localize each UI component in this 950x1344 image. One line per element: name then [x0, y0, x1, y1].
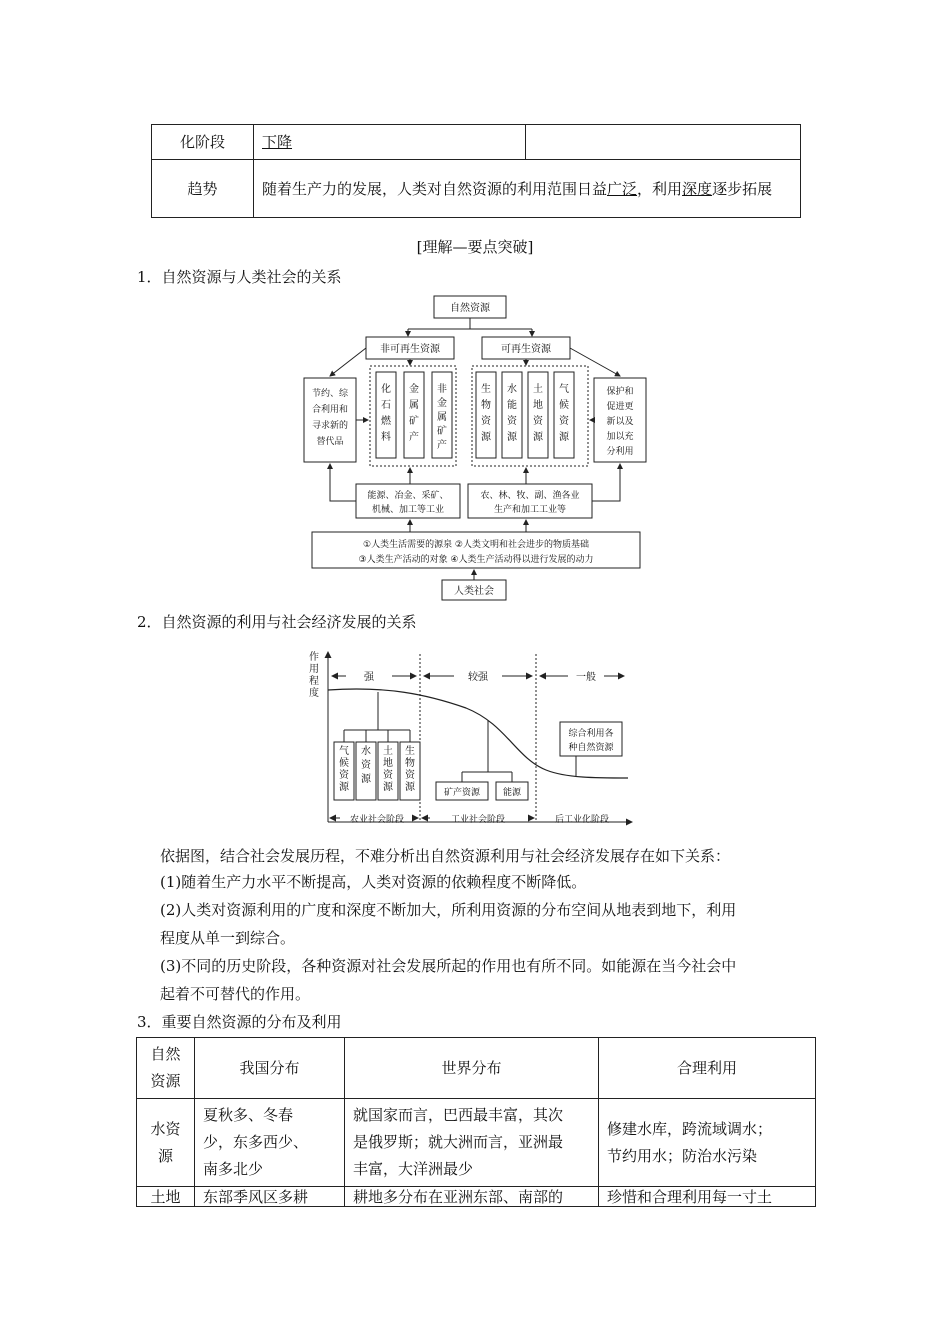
left-box-text: 节约、综合利用和寻求新的替代品 [311, 389, 349, 447]
nonrenew-item-1: 化石燃料 [381, 384, 391, 443]
heading-3: 3．重要自然资源的分布及利用 [137, 1013, 342, 1031]
function-line1: ①人类生活需要的源泉 ②人类文明和社会进步的物质基础 [363, 540, 589, 550]
para-2b: 程度从单一到综合。 [160, 929, 296, 947]
land-world: 耕地多分布在亚洲东部、南部的 [345, 1187, 599, 1207]
table-header-row [137, 1038, 816, 1099]
ag-item-2: 水资源 [361, 746, 371, 785]
header-world: 世界分布 [345, 1038, 599, 1099]
land-label: 土地 [137, 1187, 195, 1207]
nonrenew-label: 非可再生资源 [380, 344, 440, 355]
industry-left-line2: 机械、加工等工业 [371, 505, 445, 515]
energy-label: 能源 [502, 788, 522, 798]
ag-item-4: 生物资源 [405, 746, 415, 793]
top-label: 自然资源 [450, 303, 490, 314]
industry-left-line1: 能源、冶金、采矿、 [367, 491, 449, 501]
table-row [137, 1099, 816, 1187]
phase-bottom-2: 工业社会阶段 [450, 815, 506, 825]
header-china: 我国分布 [195, 1038, 345, 1099]
post-box-line1: 综合利用各 [568, 729, 614, 739]
phase-bottom-3: 后工业化阶段 [554, 815, 610, 825]
ylabel-4: 度 [309, 688, 319, 699]
resource-development-chart [306, 646, 636, 836]
renew-item-2: 水能资源 [507, 384, 517, 443]
right-box-text: 保护和促进更新以及加以充分利用 [606, 387, 634, 457]
para-3b: 起着不可替代的作用。 [160, 985, 311, 1003]
table-row [137, 1187, 816, 1207]
resource-table [136, 1037, 816, 1207]
heading-1: 1．自然资源与人类社会的关系 [137, 268, 342, 286]
water-label: 水资 源 [137, 1099, 195, 1187]
ag-item-3: 土地资源 [383, 746, 393, 793]
ag-item-1: 气候资源 [339, 746, 349, 793]
trend-text: 随着生产力的发展，人类对自然资源的利用范围日益广泛，利用深度逐步拓展 [254, 160, 801, 218]
land-china: 东部季风区多耕 [195, 1187, 345, 1207]
stage-value: 下降 [262, 133, 293, 151]
industry-right-line2: 生产和加工工业等 [493, 505, 567, 515]
top-table [151, 124, 801, 218]
nonrenew-item-2: 金属矿产 [409, 384, 419, 443]
post-box-line2: 种自然资源 [568, 743, 614, 753]
para-intro: 依据图，结合社会发展历程，不难分析出自然资源利用与社会经济发展存在如下关系： [160, 847, 731, 865]
ylabel-1: 作 [309, 652, 319, 663]
water-world: 就国家而言，巴西最丰富，其次 是俄罗斯；就大洲而言，亚洲最 丰富，大洋洲最少 [345, 1099, 599, 1187]
header-resource: 自然 资源 [137, 1038, 195, 1099]
renew-item-4: 气候资源 [559, 384, 569, 443]
header-use: 合理利用 [599, 1038, 816, 1099]
section-title: [理解—要点突破] [416, 238, 534, 256]
ylabel-3: 程 [309, 676, 319, 687]
para-2a: (2)人类对资源利用的广度和深度不断加大，所利用资源的分布空间从地表到地下，利用 [160, 901, 737, 919]
mineral-label: 矿产资源 [443, 788, 481, 798]
nonrenew-item-3: 非金属矿产 [437, 384, 447, 451]
renew-label: 可再生资源 [501, 344, 551, 355]
para-1: (1)随着生产力水平不断提高，人类对资源的依赖程度不断降低。 [160, 873, 587, 891]
renew-item-1: 生物资源 [481, 384, 491, 443]
industry-right-line1: 农、林、牧、副、渔各业 [480, 491, 580, 501]
water-use: 修建水库，跨流域调水； 节约用水；防治水污染 [599, 1099, 816, 1187]
function-line2: ③人类生产活动的对象 ④人类生产活动得以进行发展的动力 [358, 555, 594, 565]
water-china: 夏秋多、冬春 少，东多西少、 南多北少 [195, 1099, 345, 1187]
para-3a: (3)不同的历史阶段，各种资源对社会发展所起的作用也有所不同。如能源在当今社会中 [160, 957, 737, 975]
empty-cell [526, 125, 801, 160]
ylabel-2: 用 [309, 664, 319, 675]
heading-2: 2．自然资源的利用与社会经济发展的关系 [137, 613, 417, 631]
phase-bottom-1: 农业社会阶段 [349, 815, 405, 825]
resource-society-diagram [296, 292, 656, 604]
trend-label: 趋势 [152, 160, 254, 218]
stage-label: 化阶段 [152, 125, 254, 160]
phase-top-1: 强 [364, 672, 374, 683]
land-use: 珍惜和合理利用每一寸土 [599, 1187, 816, 1207]
renew-item-3: 土地资源 [533, 384, 543, 443]
phase-top-2: 较强 [468, 672, 488, 683]
phase-top-3: 一般 [576, 672, 596, 683]
society-label: 人类社会 [454, 586, 494, 597]
